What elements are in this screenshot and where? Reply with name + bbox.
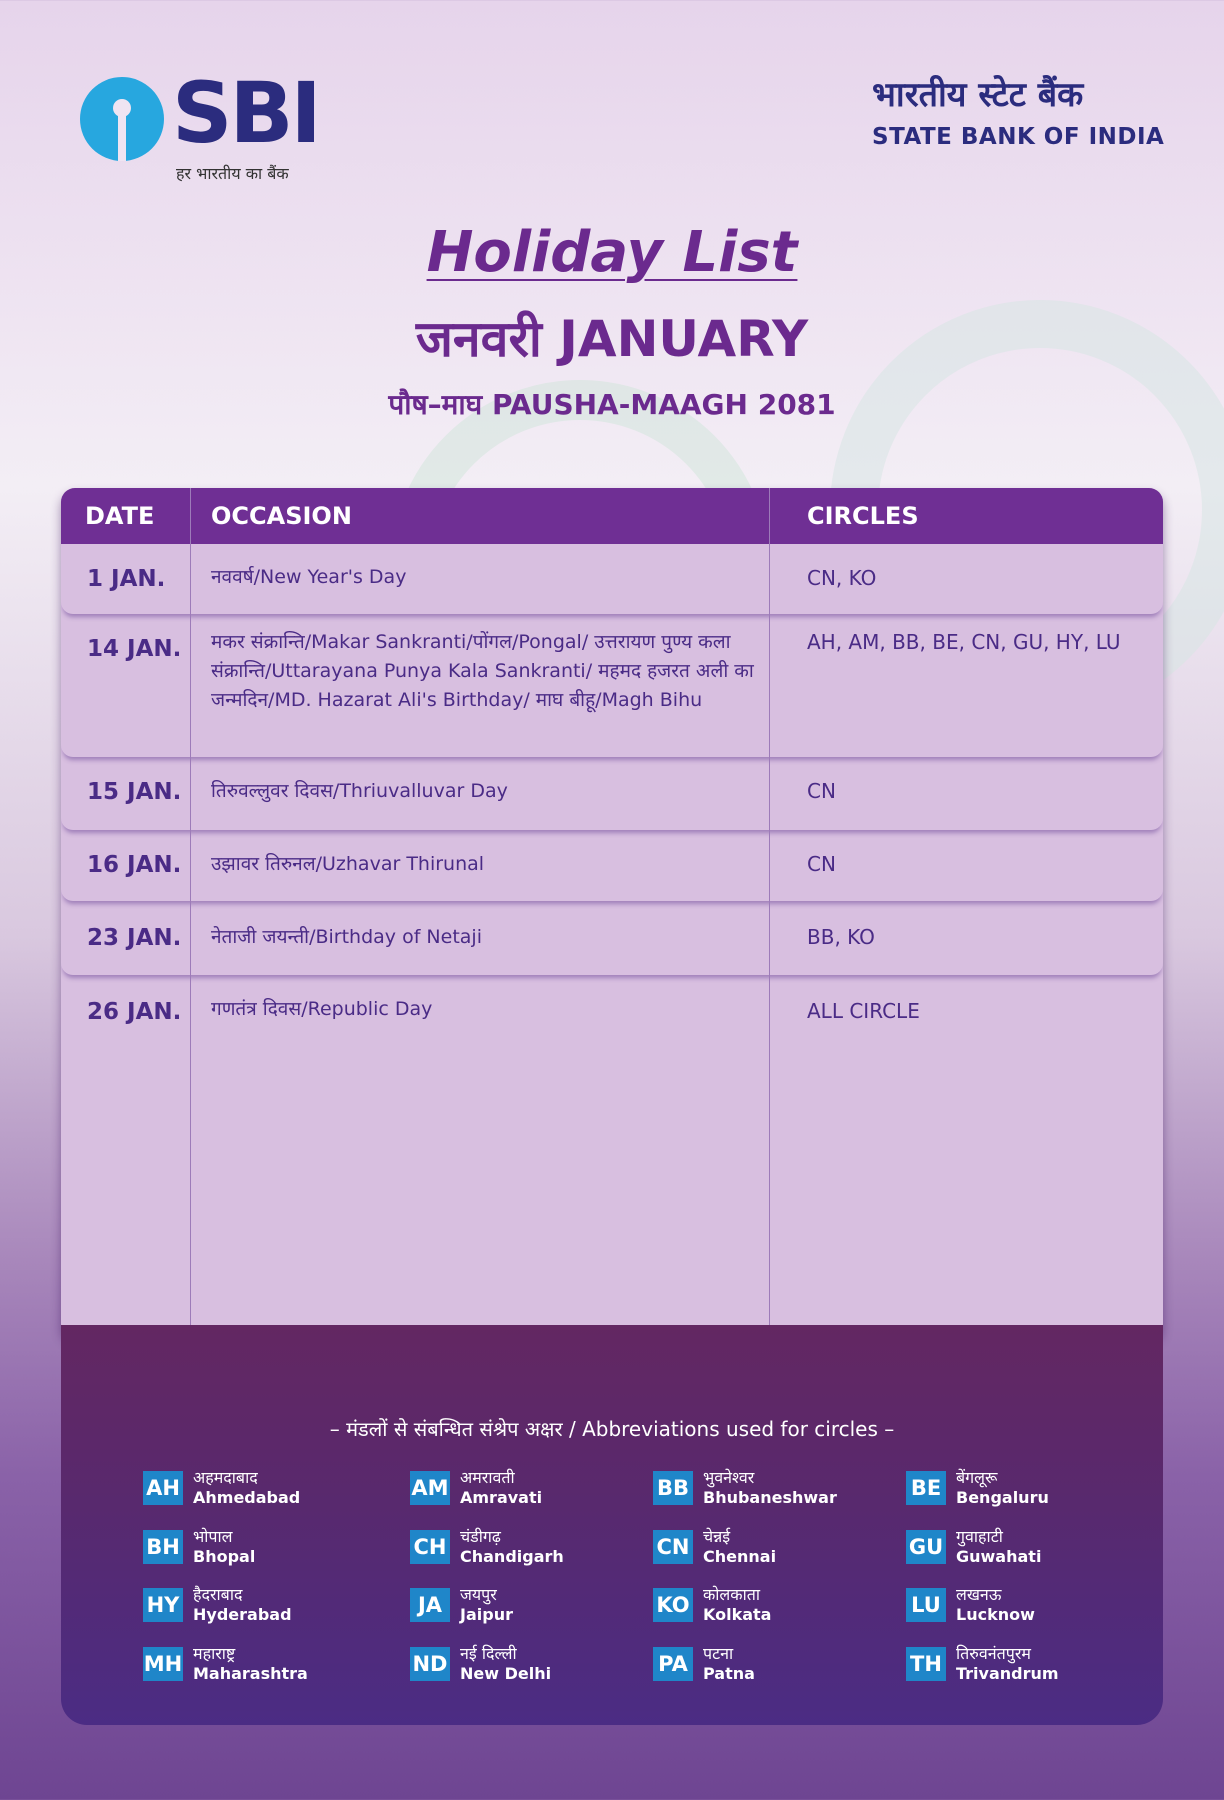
abbreviation-item xyxy=(653,1527,776,1567)
abbreviation-code: KO xyxy=(653,1588,693,1622)
sbi-logo xyxy=(80,64,330,192)
abbreviation-english: Bhopal xyxy=(193,1547,256,1566)
row-circles: CN xyxy=(807,779,836,803)
abbreviation-item xyxy=(410,1644,551,1684)
abbreviation-code: BH xyxy=(143,1530,183,1564)
abbreviations-heading: – मंडलों से संबन्धित संश्रेप अक्षर / Abbreviations used for circles – xyxy=(329,1417,895,1441)
row-circles: ALL CIRCLE xyxy=(807,999,920,1023)
abbreviation-hindi: हैदराबाद xyxy=(193,1585,243,1604)
table-row xyxy=(61,614,1163,757)
table-row xyxy=(61,975,1163,1338)
abbreviation-names xyxy=(460,1644,551,1684)
abbreviation-code: AH xyxy=(143,1471,183,1505)
abbreviation-names xyxy=(956,1644,1059,1684)
sbi-keyhole-icon xyxy=(80,77,164,161)
bank-name-hindi: भारतीय स्टेट बैंक xyxy=(872,75,1084,115)
abbreviation-code: LU xyxy=(906,1588,946,1622)
page-title: Holiday List xyxy=(426,220,798,285)
abbreviation-english: Lucknow xyxy=(956,1605,1035,1624)
abbreviation-code: BE xyxy=(906,1471,946,1505)
abbreviation-code: CN xyxy=(653,1530,693,1564)
abbreviation-code: JA xyxy=(410,1588,450,1622)
abbreviations-panel xyxy=(61,1325,1163,1725)
abbreviation-english: New Delhi xyxy=(460,1664,552,1683)
abbreviation-english: Bengaluru xyxy=(956,1488,1049,1507)
abbreviation-hindi: नई दिल्ली xyxy=(460,1644,517,1663)
abbreviation-item xyxy=(143,1644,308,1684)
table-row xyxy=(61,830,1163,901)
row-date: 1 JAN. xyxy=(87,566,166,592)
abbreviation-item xyxy=(906,1644,1059,1684)
abbreviation-hindi: पटना xyxy=(703,1644,734,1663)
abbreviation-names xyxy=(703,1644,755,1684)
abbreviation-english: Chandigarh xyxy=(460,1547,564,1566)
abbreviation-english: Hyderabad xyxy=(193,1605,292,1624)
row-date: 23 JAN. xyxy=(87,925,182,951)
abbreviation-names xyxy=(956,1527,1041,1567)
abbreviation-item xyxy=(410,1585,513,1625)
column-header-occasion: OCCASION xyxy=(211,502,352,530)
row-date: 15 JAN. xyxy=(87,779,182,805)
abbreviation-hindi: अहमदाबाद xyxy=(193,1468,258,1487)
row-circles: CN xyxy=(807,852,836,876)
abbreviation-code: AM xyxy=(410,1471,450,1505)
abbreviation-names xyxy=(193,1585,292,1625)
abbreviation-english: Maharashtra xyxy=(193,1664,308,1683)
abbreviation-names xyxy=(703,1585,771,1625)
table-row xyxy=(61,757,1163,830)
abbreviation-code: MH xyxy=(143,1647,183,1681)
abbreviation-hindi: बेंगलूरू xyxy=(956,1468,998,1487)
abbreviation-item xyxy=(410,1468,542,1508)
abbreviation-item xyxy=(653,1468,837,1508)
abbreviation-names xyxy=(193,1468,300,1508)
abbreviation-names xyxy=(956,1468,1049,1508)
row-occasion: नववर्ष/New Year's Day xyxy=(211,566,407,588)
abbreviation-item xyxy=(906,1585,1035,1625)
abbreviation-code: TH xyxy=(906,1647,946,1681)
row-occasion: मकर संक्रान्ति/Makar Sankranti/पोंगल/Pongal/ उत्तरायण पुण्य कला संक्रान्ति/Uttarayana Punya Kala Sankranti/ महमद हजरत अली का जन्मदिन/MD. Hazarat Ali's Birthday/ माघ बीहू/Magh Bihu xyxy=(211,631,754,711)
bank-name xyxy=(872,70,1172,150)
abbreviation-english: Bhubaneshwar xyxy=(703,1488,837,1507)
abbreviation-names xyxy=(703,1468,837,1508)
abbreviation-item xyxy=(906,1468,1049,1508)
abbreviation-hindi: अमरावती xyxy=(460,1468,515,1487)
abbreviation-hindi: भोपाल xyxy=(193,1527,233,1546)
row-circles: AH, AM, BB, BE, CN, GU, HY, LU xyxy=(807,630,1121,654)
table-header xyxy=(61,488,1163,544)
abbreviation-names xyxy=(460,1468,542,1508)
abbreviation-code: GU xyxy=(906,1530,946,1564)
abbreviation-hindi: महाराष्ट्र xyxy=(193,1644,236,1663)
abbreviation-item xyxy=(653,1644,755,1684)
abbreviation-item xyxy=(906,1527,1041,1567)
abbreviation-code: HY xyxy=(143,1588,183,1622)
abbreviation-code: CH xyxy=(410,1530,450,1564)
abbreviation-item xyxy=(653,1585,771,1625)
abbreviation-hindi: भुवनेश्वर xyxy=(703,1468,755,1487)
title-block xyxy=(0,220,1224,423)
abbreviation-hindi: जयपुर xyxy=(460,1585,497,1604)
abbreviation-names xyxy=(193,1644,308,1684)
row-occasion: तिरुवल्लुवर दिवस/Thriuvalluvar Day xyxy=(211,780,508,802)
table-row xyxy=(61,901,1163,975)
abbreviation-english: Trivandrum xyxy=(956,1664,1059,1683)
abbreviation-names xyxy=(956,1585,1035,1625)
abbreviation-item xyxy=(143,1468,300,1508)
abbreviation-hindi: चेन्नई xyxy=(703,1527,731,1546)
abbreviation-english: Jaipur xyxy=(460,1605,513,1624)
abbreviation-english: Ahmedabad xyxy=(193,1488,301,1507)
abbreviation-hindi: कोलकाता xyxy=(703,1585,760,1604)
row-occasion: नेताजी जयन्ती/Birthday of Netaji xyxy=(211,926,482,948)
row-date: 26 JAN. xyxy=(87,999,182,1025)
abbreviation-hindi: तिरुवनंतपुरम xyxy=(956,1644,1031,1663)
abbreviation-english: Patna xyxy=(703,1664,755,1683)
table-row xyxy=(61,544,1163,614)
logo-text: SBI xyxy=(172,64,319,162)
row-date: 16 JAN. xyxy=(87,852,182,878)
abbreviation-hindi: गुवाहाटी xyxy=(956,1527,1003,1546)
month-title: जनवरी JANUARY xyxy=(415,310,809,368)
abbreviation-code: BB xyxy=(653,1471,693,1505)
holiday-table xyxy=(61,488,1163,1338)
abbreviation-item xyxy=(143,1527,255,1567)
abbreviation-names xyxy=(460,1527,564,1567)
row-date: 14 JAN. xyxy=(87,636,182,662)
column-divider xyxy=(769,488,770,1338)
column-header-circles: CIRCLES xyxy=(807,502,919,530)
abbreviation-hindi: लखनऊ xyxy=(956,1585,1002,1604)
abbreviation-code: PA xyxy=(653,1647,693,1681)
abbreviation-english: Amravati xyxy=(460,1488,543,1507)
abbreviation-english: Chennai xyxy=(703,1547,777,1566)
abbreviation-item xyxy=(410,1527,564,1567)
column-header-date: DATE xyxy=(85,502,155,530)
logo-tagline: हर भारतीय का बैंक xyxy=(176,164,289,183)
abbreviation-code: ND xyxy=(410,1647,450,1681)
abbreviation-english: Guwahati xyxy=(956,1547,1042,1566)
abbreviation-names xyxy=(703,1527,776,1567)
abbreviation-hindi: चंडीगढ़ xyxy=(460,1527,501,1546)
row-occasion: उझावर तिरुनल/Uzhavar Thirunal xyxy=(211,853,485,875)
abbreviation-english: Kolkata xyxy=(703,1605,772,1624)
row-occasion: गणतंत्र दिवस/Republic Day xyxy=(211,998,433,1020)
row-circles: BB, KO xyxy=(807,925,875,949)
abbreviation-names xyxy=(460,1585,513,1625)
row-circles: CN, KO xyxy=(807,566,877,590)
abbreviation-item xyxy=(143,1585,292,1625)
column-divider xyxy=(190,488,191,1338)
abbreviation-names xyxy=(193,1527,255,1567)
bank-name-english: STATE BANK OF INDIA xyxy=(872,124,1165,150)
period-title: पौष–माघ PAUSHA-MAAGH 2081 xyxy=(388,388,836,421)
